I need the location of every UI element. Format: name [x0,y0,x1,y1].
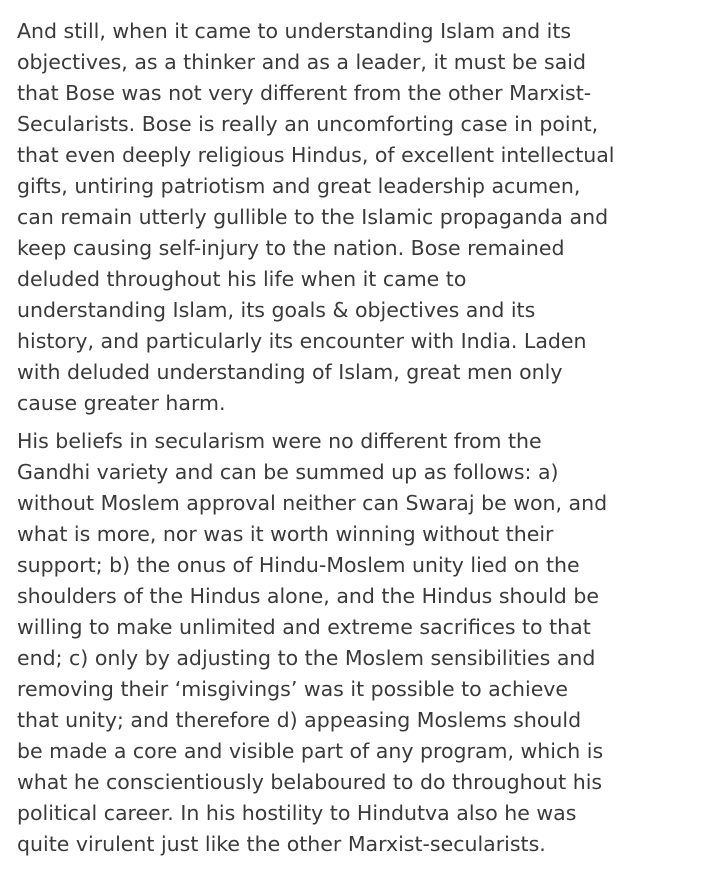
document-page [17,16,615,860]
paragraph-spacer [17,419,597,426]
text-line: cause greater harm. [17,391,226,415]
text-line: end; c) only by adjusting to the Moslem sensibilities and [17,646,596,670]
text-line: And still, when it came to understanding Islam and its [17,19,572,43]
text-line: that unity; and therefore d) appeasing Moslems should [17,708,582,732]
text-line: with deluded understanding of Islam, great men only [17,360,563,384]
text-line: His beliefs in secularism were no different from the [17,429,542,453]
text-line: quite virulent just like the other Marxist-secularists. [17,832,546,856]
paragraph-1 [17,16,615,419]
text-line: gifts, untiring patriotism and great leadership acumen, [17,174,581,198]
text-line: objectives, as a thinker and as a leader, it must be said [17,50,586,74]
text-line: history, and particularly its encounter with India. Laden [17,329,587,353]
text-line: that Bose was not very different from the other Marxist- [17,81,592,105]
text-line: be made a core and visible part of any program, which is [17,739,604,763]
text-line: removing their ‘misgivings’ was it possible to achieve [17,677,569,701]
text-line: support; b) the onus of Hindu-Moslem unity lied on the [17,553,580,577]
text-line: political career. In his hostility to Hindutva also he was [17,801,577,825]
text-line: without Moslem approval neither can Swaraj be won, and [17,491,608,515]
text-line: deluded throughout his life when it came to [17,267,467,291]
text-line: willing to make unlimited and extreme sacrifices to that [17,615,591,639]
text-line: what is more, nor was it worth winning without their [17,522,554,546]
text-line: keep causing self-injury to the nation. Bose remained [17,236,565,260]
text-line: understanding Islam, its goals & objectives and its [17,298,536,322]
text-line: Secularists. Bose is really an uncomforting case in point, [17,112,599,136]
text-line: that even deeply religious Hindus, of excellent intellectual [17,143,615,167]
text-line: shoulders of the Hindus alone, and the Hindus should be [17,584,599,608]
text-line: Gandhi variety and can be summed up as follows: a) [17,460,559,484]
text-line: what he conscientiously belaboured to do throughout his [17,770,603,794]
paragraph-2 [17,426,608,860]
text-line: can remain utterly gullible to the Islamic propaganda and [17,205,609,229]
